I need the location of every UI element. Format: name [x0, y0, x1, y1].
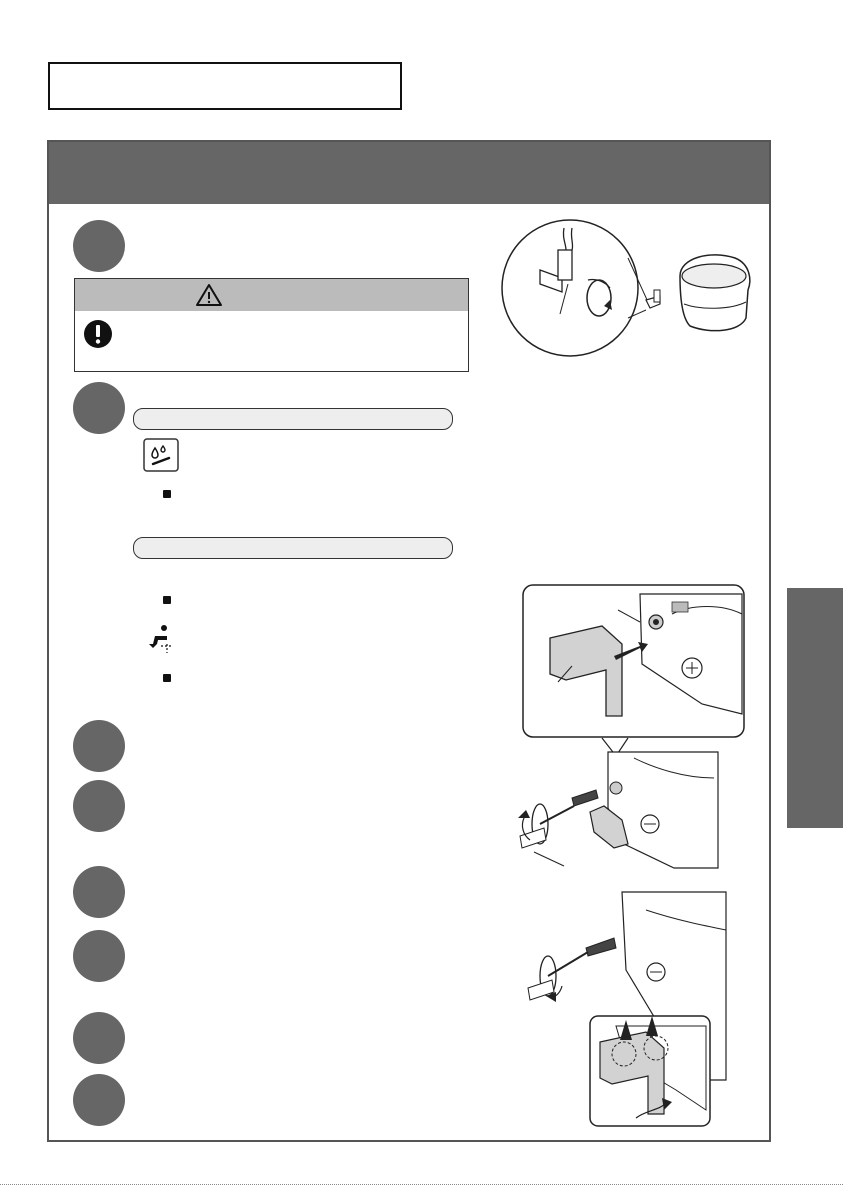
step-6-number — [73, 930, 125, 982]
warning-box — [74, 278, 469, 372]
mandatory-exclamation-icon — [83, 319, 113, 349]
section-header — [49, 142, 769, 204]
warning-triangle-icon — [195, 283, 223, 307]
header-title-box — [48, 62, 402, 110]
filter-reinstall-illustration — [516, 890, 728, 1130]
step-1-number — [73, 220, 125, 272]
shutoff-valve-illustration — [500, 218, 760, 360]
method-pill-2 — [133, 537, 453, 559]
bullet — [163, 490, 171, 498]
filter-cover-removal-illustration — [522, 584, 746, 740]
step-8-number — [73, 1074, 125, 1126]
seated-person-icon — [145, 624, 175, 654]
step-7-number — [73, 1012, 125, 1064]
warning-header — [75, 279, 468, 311]
bullet — [163, 596, 171, 604]
chapter-side-tab[interactable] — [787, 588, 843, 828]
bullet — [163, 674, 171, 682]
step-3-number — [73, 720, 125, 772]
step-5-number — [73, 866, 125, 918]
filter-extraction-illustration — [504, 748, 724, 874]
page-trim-line — [0, 1184, 843, 1185]
water-drop-wrench-icon — [143, 438, 179, 472]
step-4-number — [73, 780, 125, 832]
method-pill-1 — [133, 408, 453, 430]
step-2-number — [73, 382, 125, 434]
